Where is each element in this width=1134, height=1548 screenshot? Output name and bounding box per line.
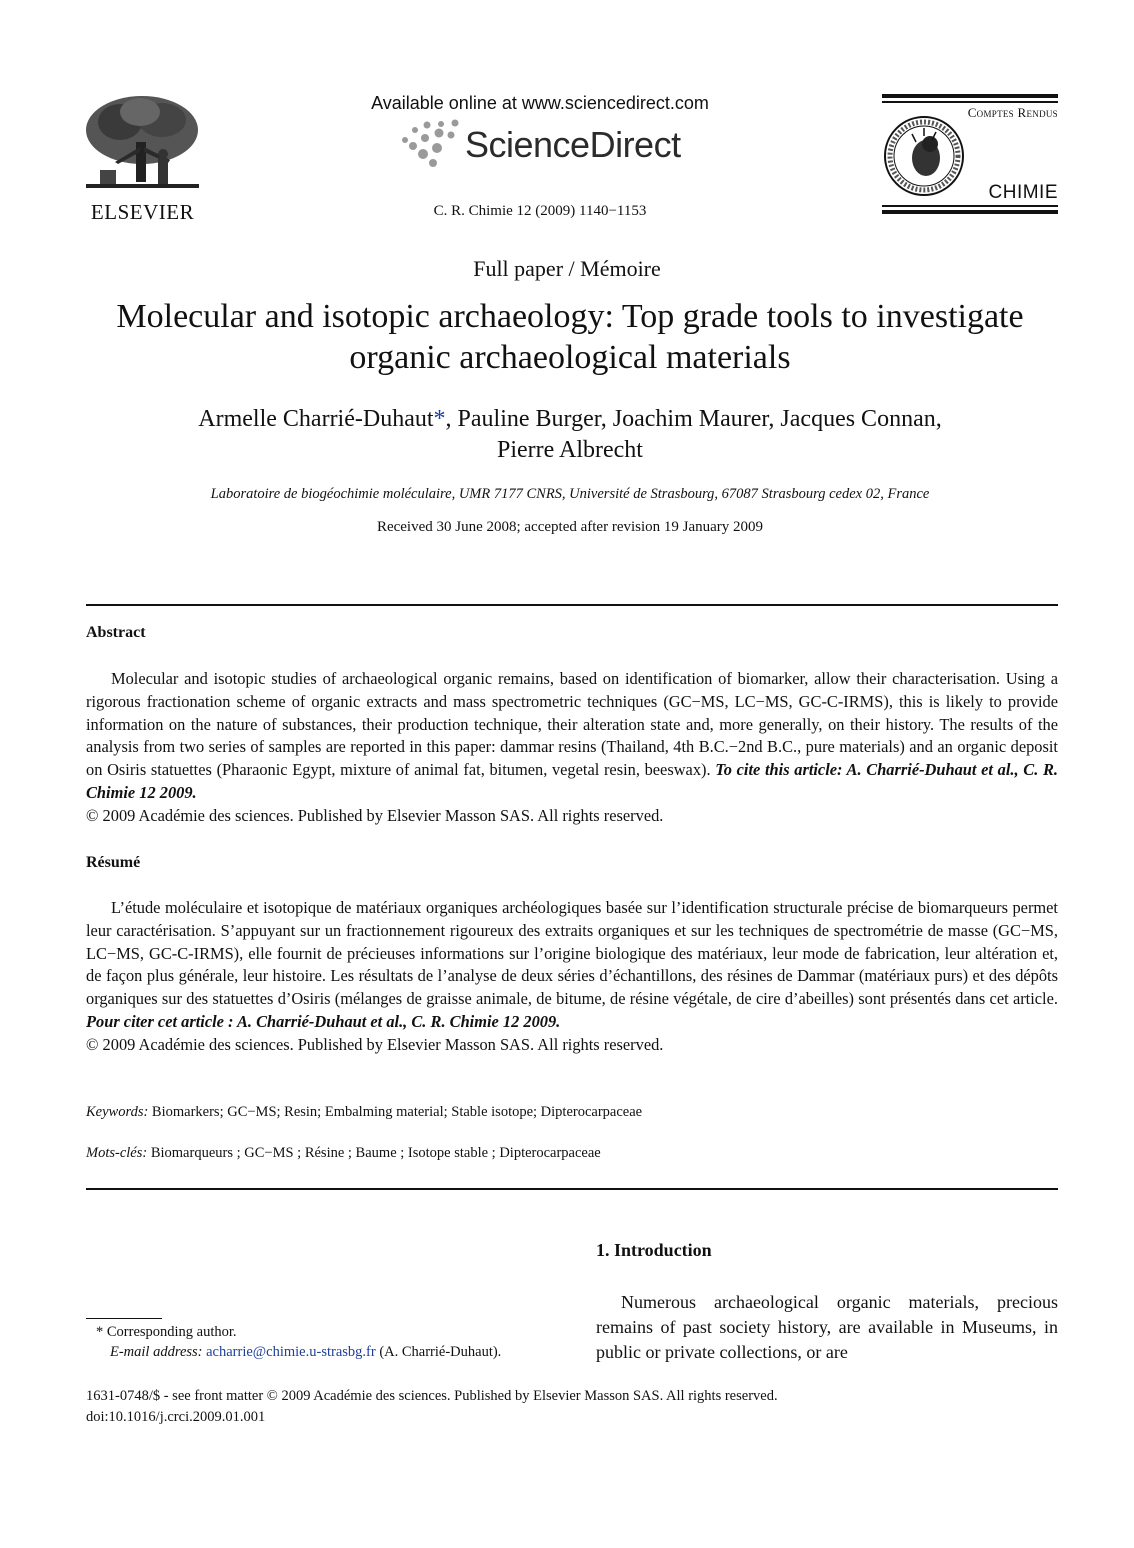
abstract-text: Molecular and isotopic studies of archaeological organic remains, based on identification of biomarker, allow their characterisation. Using a rigorous fractionation scheme of organic extracts and mass spectrometric techniques (GC−MS, LC−MS, GC-C-IRMS), this is likely to provide information on the nature of substances, their production technique, their alteration state and, more generally, on their history. The results of the analysis from two series of samples are reported in this paper: dammar resins (Thailand, 4th B.C.−2nd B.C., pure materials) and an organic deposit on Osiris statuettes (Pharaonic Egypt, mixture of animal fat, bitumen, vegetal resin, beeswax).: [86, 669, 1058, 780]
journal-name-top: Comptes Rendus: [967, 105, 1058, 120]
resume-copyright: © 2009 Académie des sciences. Published by Elsevier Masson SAS. All rights reserved.: [86, 1034, 664, 1054]
mots-cles: [86, 1145, 1058, 1162]
article-title: [80, 296, 1060, 378]
introduction-heading: 1. Introduction: [596, 1240, 712, 1260]
abstract-body: [86, 668, 1058, 828]
resume-body: [86, 897, 1058, 1057]
abstract-copyright: © 2009 Académie des sciences. Published by Elsevier Masson SAS. All rights reserved.: [86, 805, 664, 825]
email-owner: (A. Charrié-Duhaut).: [375, 1344, 502, 1360]
mots-cles-label: Mots-clés:: [86, 1145, 148, 1161]
affiliation: Laboratoire de biogéochimie moléculaire, UMR 7177 CNRS, Université de Strasbourg, 67087 Strasbourg cedex 02, France: [210, 486, 930, 502]
email-label: E-mail address:: [110, 1344, 203, 1360]
sciencedirect-dots-icon: [395, 118, 465, 168]
footnote-rule: [86, 1318, 162, 1319]
academie-seal-icon: [882, 114, 966, 198]
journal-citation: C. R. Chimie 12 (2009) 1140−1153: [433, 203, 647, 219]
available-online-text: Available online at www.sciencedirect.com: [371, 93, 709, 113]
mots-cles-value: Biomarqueurs ; GC−MS ; Résine ; Baume ; Isotope stable ; Dipterocarpaceae: [147, 1145, 601, 1161]
corresponding-star-link[interactable]: *: [433, 406, 446, 432]
introduction-text: Numerous archaeological organic materials, precious remains of past society history, are available in Museums, in public or private collections, or are: [596, 1292, 1058, 1362]
footnote-email: [110, 1344, 610, 1361]
keywords-label: Keywords:: [86, 1104, 149, 1120]
keywords: [86, 1104, 1058, 1121]
top-divider: [86, 604, 1058, 606]
sciencedirect-logo: [395, 118, 695, 178]
introduction-body: [596, 1290, 1058, 1365]
resume-heading: Résumé: [86, 854, 141, 871]
authors-rest: , Pauline Burger, Joachim Maurer, Jacques Connan,: [445, 406, 942, 432]
authors-line-2: Pierre Albrecht: [497, 437, 643, 463]
journal-name-bottom: CHIMIE: [988, 182, 1058, 203]
footer-front-matter: 1631-0748/$ - see front matter © 2009 Académie des sciences. Published by Elsevier Masson SAS. All rights reserved.: [86, 1388, 778, 1404]
article-type: Full paper / Mémoire: [473, 256, 661, 281]
bottom-divider: [86, 1188, 1058, 1190]
resume-cite: Pour citer cet article : A. Charrié-Duhaut et al., C. R. Chimie 12 2009.: [86, 1011, 561, 1031]
abstract-cite: To cite this article: A. Charrié-Duhaut et al., C. R. Chimie 12 2009.: [86, 760, 1059, 802]
email-link[interactable]: acharrie@chimie.u-strasbg.fr: [206, 1344, 376, 1360]
elsevier-wordmark: ELSEVIER: [90, 200, 195, 224]
abstract-heading: Abstract: [86, 624, 146, 641]
title-line-2: organic archaeological materials: [349, 339, 791, 376]
comptes-rendus-logo: [882, 94, 1058, 218]
elsevier-logo: [80, 92, 205, 222]
title-line-1: Molecular and isotopic archaeology: Top grade tools to investigate: [116, 298, 1024, 335]
keywords-value: Biomarkers; GC−MS; Resin; Embalming material; Stable isotope; Dipterocarpaceae: [148, 1104, 643, 1120]
authors: [100, 404, 1040, 466]
sciencedirect-wordmark: ScienceDirect: [465, 124, 681, 165]
footer-doi[interactable]: doi:10.1016/j.crci.2009.01.001: [86, 1409, 266, 1425]
received-dates: Received 30 June 2008; accepted after revision 19 January 2009: [376, 519, 764, 535]
elsevier-tree-icon: [80, 92, 205, 197]
author-corresponding: Armelle Charrié-Duhaut: [198, 406, 434, 432]
footnote-corresponding: * Corresponding author.: [96, 1324, 237, 1340]
resume-text: L’étude moléculaire et isotopique de matériaux organiques archéologiques basée sur l’identification structurale précise de biomarqueurs permet leur caractérisation. S’appuyant sur un fractionnement rigoureux des extraits organiques et sur les techniques de spectrométrie de masse (GC−MS, LC−MS, GC-C-IRMS), elle fournit de précieuses informations sur l’origine biologique des matériaux, leur mode de fabrication, leur altération et, de façon plus générale, leur histoire. Les résultats de l’analyse de deux séries d’échantillons, des résines de Dammar (matériaux purs) et des dépôts organiques sur des statuettes d’Osiris (mélanges de graisse animale, de bitume, de résine végétale, de cire d’abeilles) sont présentés dans cet article.: [86, 898, 1058, 1009]
